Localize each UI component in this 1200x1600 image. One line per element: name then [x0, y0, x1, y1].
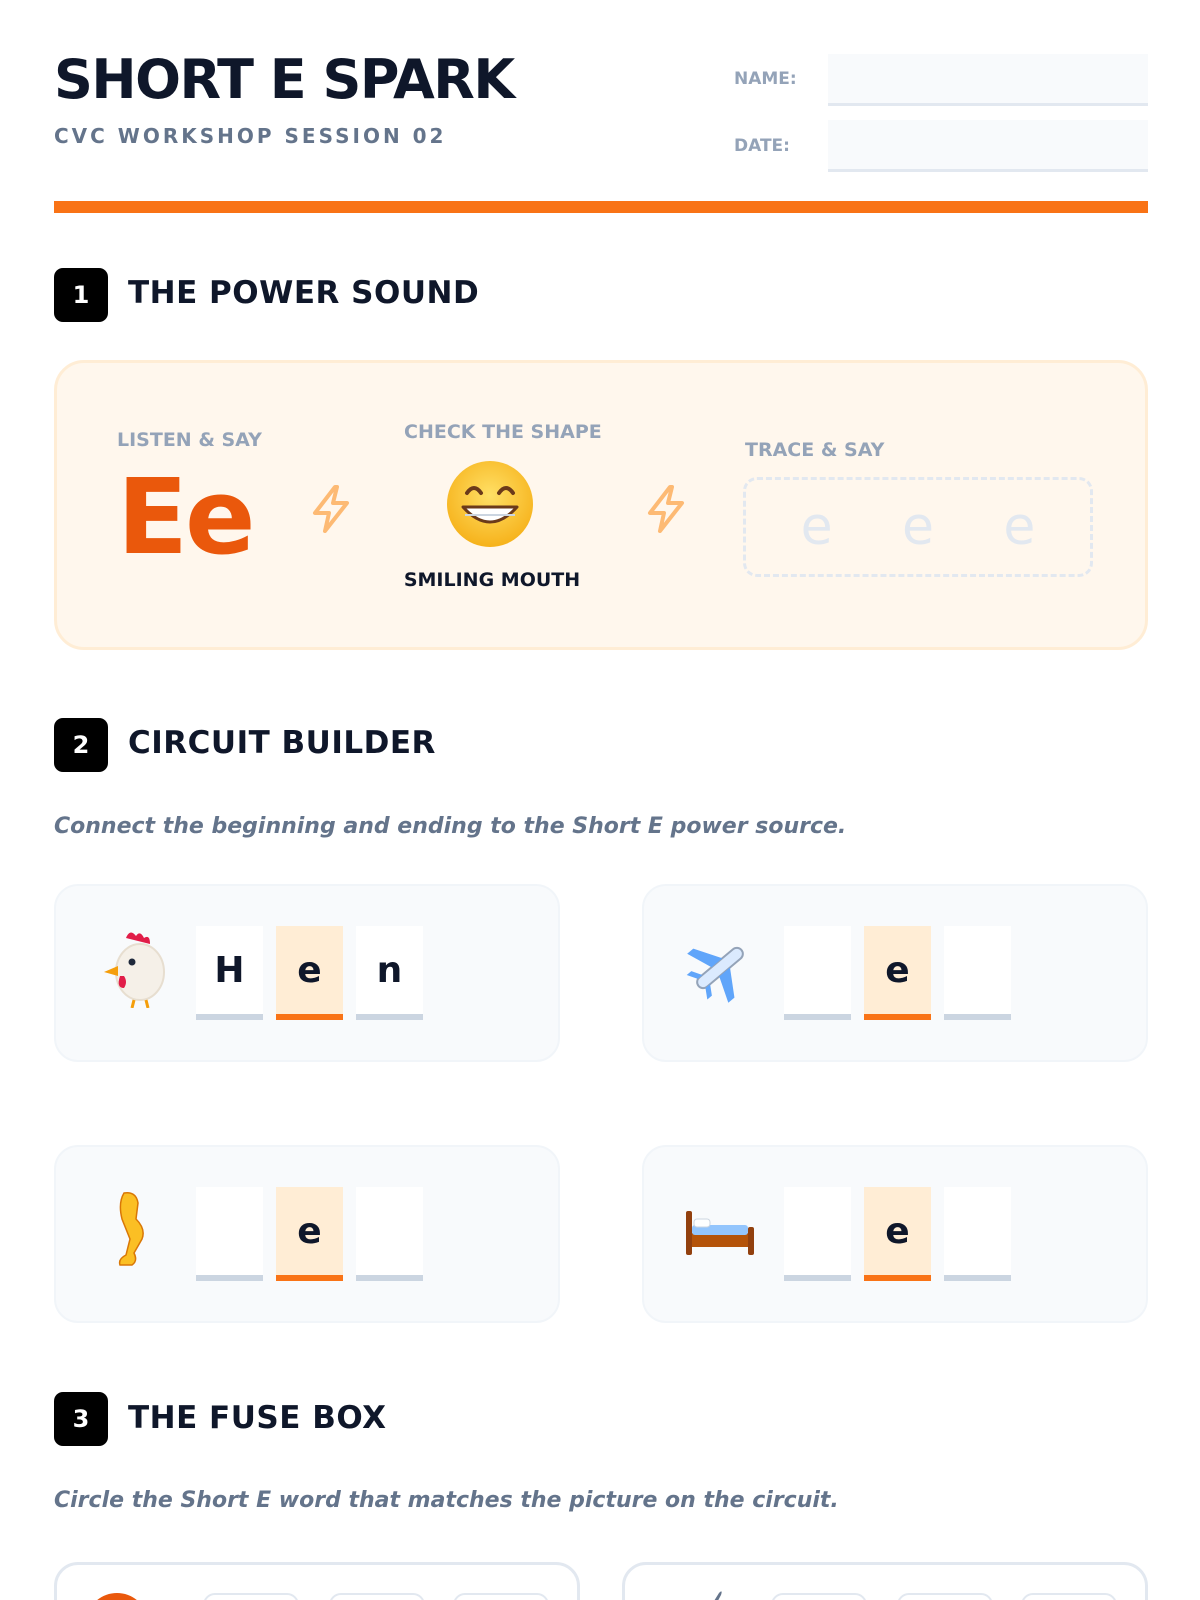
date-field[interactable] — [828, 120, 1148, 172]
word-option[interactable] — [329, 1593, 425, 1600]
smiling-face-icon — [445, 459, 535, 549]
worksheet-subtitle: CVC WORKSHOP SESSION 02 — [54, 124, 447, 148]
chicken-icon — [96, 928, 168, 1008]
letter-slot[interactable] — [356, 1187, 423, 1281]
vowel-slot: e — [276, 1187, 343, 1281]
picture-icon — [87, 1587, 147, 1600]
letter-slot[interactable]: n — [356, 926, 423, 1020]
letter-slot[interactable]: H — [196, 926, 263, 1020]
circuit-card — [54, 1145, 560, 1323]
header-divider — [54, 201, 1148, 213]
section-1-number: 1 — [54, 268, 108, 322]
big-letters: Ee — [117, 456, 253, 578]
power-sound-panel — [54, 360, 1148, 650]
section-2-title: CIRCUIT BUILDER — [128, 725, 436, 761]
picture-icon — [665, 1587, 725, 1600]
circuit-card — [642, 1145, 1148, 1323]
listen-label: LISTEN & SAY — [117, 429, 262, 451]
letter-slot[interactable] — [944, 926, 1011, 1020]
name-label: NAME: — [734, 69, 797, 89]
letter-slot[interactable] — [784, 1187, 851, 1281]
circuit-card — [54, 884, 560, 1062]
section-2-instruction: Connect the beginning and ending to the Short E power source. — [54, 814, 847, 839]
trace-letter: e — [800, 497, 833, 557]
word-option[interactable] — [771, 1593, 867, 1600]
bed-icon — [684, 1189, 756, 1269]
word-option[interactable] — [1021, 1593, 1117, 1600]
lightning-bolt-icon — [307, 483, 355, 535]
section-3-number: 3 — [54, 1392, 108, 1446]
trace-label: TRACE & SAY — [745, 439, 885, 461]
worksheet-title: SHORT E SPARK — [54, 48, 514, 111]
vowel-slot: e — [864, 926, 931, 1020]
shape-label: CHECK THE SHAPE — [404, 421, 602, 443]
word-option[interactable] — [203, 1593, 299, 1600]
fuse-card — [54, 1562, 580, 1600]
section-3-instruction: Circle the Short E word that matches the picture on the circuit. — [54, 1488, 839, 1513]
shape-caption: SMILING MOUTH — [403, 569, 581, 591]
letter-slot[interactable] — [944, 1187, 1011, 1281]
section-1-title: THE POWER SOUND — [128, 275, 480, 311]
trace-box[interactable] — [743, 477, 1093, 577]
date-label: DATE: — [734, 136, 790, 156]
vowel-slot: e — [864, 1187, 931, 1281]
trace-letter: e — [1003, 497, 1036, 557]
leg-icon — [96, 1189, 168, 1269]
lightning-bolt-icon — [642, 483, 690, 535]
section-3-title: THE FUSE BOX — [128, 1400, 387, 1436]
word-option[interactable] — [453, 1593, 549, 1600]
letter-slot[interactable] — [784, 926, 851, 1020]
fuse-card — [622, 1562, 1148, 1600]
trace-letter: e — [901, 497, 934, 557]
airplane-icon — [684, 928, 756, 1008]
name-field[interactable] — [828, 54, 1148, 106]
circuit-card — [642, 884, 1148, 1062]
vowel-slot: e — [276, 926, 343, 1020]
letter-slot[interactable] — [196, 1187, 263, 1281]
word-option[interactable] — [897, 1593, 993, 1600]
section-2-number: 2 — [54, 718, 108, 772]
